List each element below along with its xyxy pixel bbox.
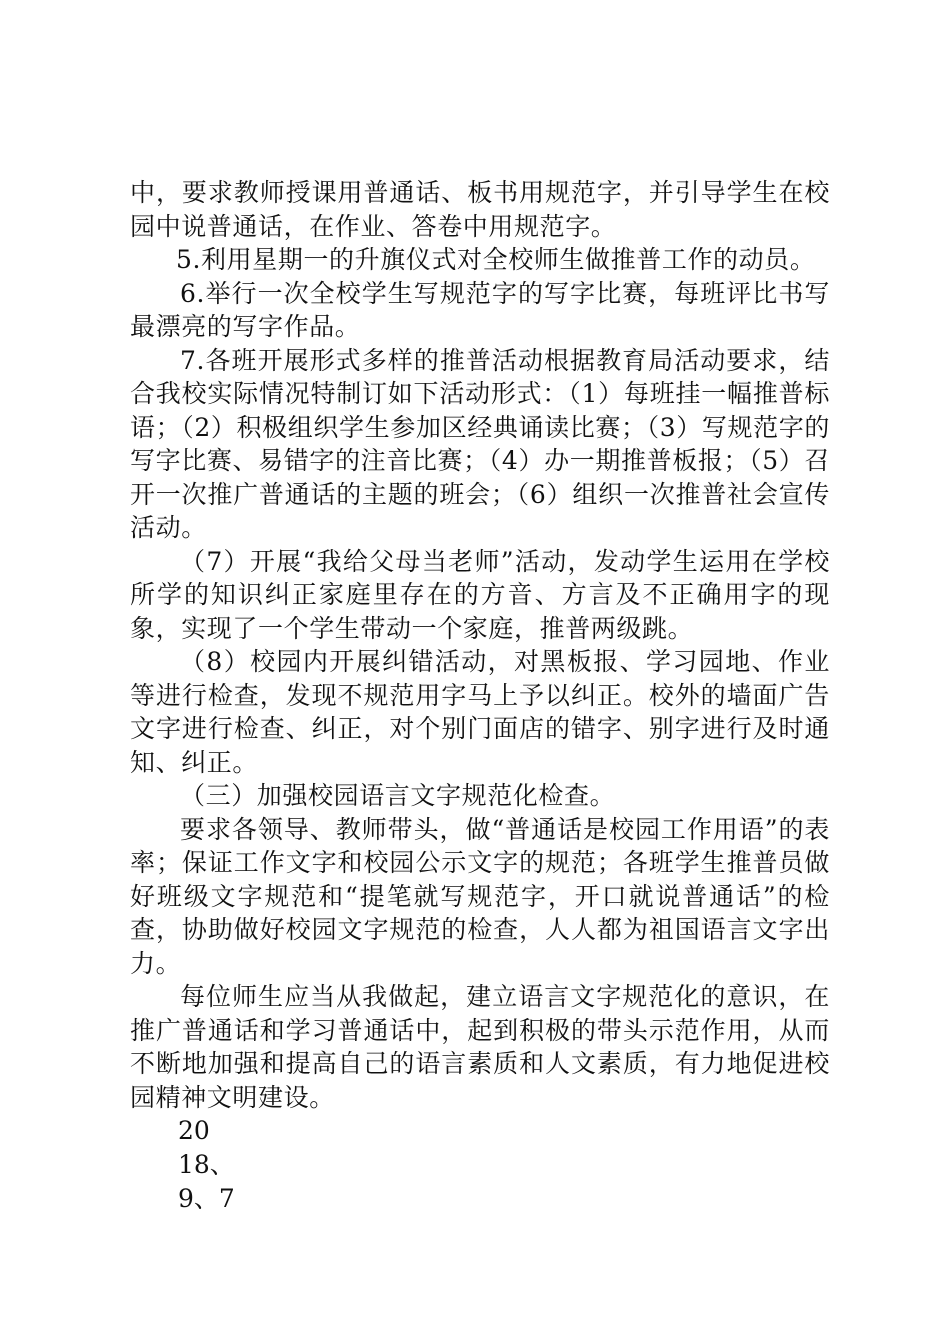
- paragraph-subitem-8: （8）校园内开展纠错活动，对黑板报、学习园地、作业等进行检查，发现不规范用字马上予以纠正。校外的墙面广告文字进行检查、纠正，对个别门面店的错字、别字进行及时通知、纠正。: [130, 647, 830, 777]
- paragraph-requirements: 要求各领导、教师带头，做“普通话是校园工作用语”的表率；保证工作文字和校园公示文字的规范；各班学生推普员做好班级文字规范和“提笔就写规范字，开口就说普通话”的检查，协助做好校园文字规范的检查，人人都为祖国语言文字出力。: [130, 814, 830, 978]
- document-body: [130, 176, 830, 1216]
- date-line-1: 20: [178, 1116, 210, 1145]
- section-heading-3: （三）加强校园语言文字规范化检查。: [180, 781, 616, 810]
- paragraph-item-6: 6.举行一次全校学生写规范字的写字比赛，每班评比书写最漂亮的写字作品。: [130, 278, 830, 341]
- date-line-2: 18、: [178, 1150, 235, 1179]
- date-line-3: 9、7: [178, 1184, 235, 1213]
- paragraph-subitem-7: （7）开展“我给父母当老师”活动，发动学生运用在学校所学的知识纠正家庭里存在的方音、方言及不正确用字的现象，实现了一个学生带动一个家庭，推普两级跳。: [130, 546, 830, 643]
- paragraph-item-5: 5.利用星期一的升旗仪式对全校师生做推普工作的动员。: [176, 245, 816, 274]
- paragraph-conclusion: 每位师生应当从我做起，建立语言文字规范化的意识，在推广普通话和学习普通话中，起到积极的带头示范作用，从而不断地加强和提高自己的语言素质和人文素质，有力地促进校园精神文明建设。: [130, 982, 830, 1112]
- paragraph-item-7: 7.各班开展形式多样的推普活动根据教育局活动要求，结合我校实际情况特制订如下活动形式：（1）每班挂一幅推普标语；（2）积极组织学生参加区经典诵读比赛；（3）写规范字的写字比赛、易错字的注音比赛；（4）办一期推普板报；（5）召开一次推广普通话的主题的班会；（6）组织一次推普社会宣传活动。: [130, 345, 830, 542]
- paragraph-continuation: 中，要求教师授课用普通话、板书用规范字，并引导学生在校园中说普通话，在作业、答卷中用规范字。: [130, 178, 830, 241]
